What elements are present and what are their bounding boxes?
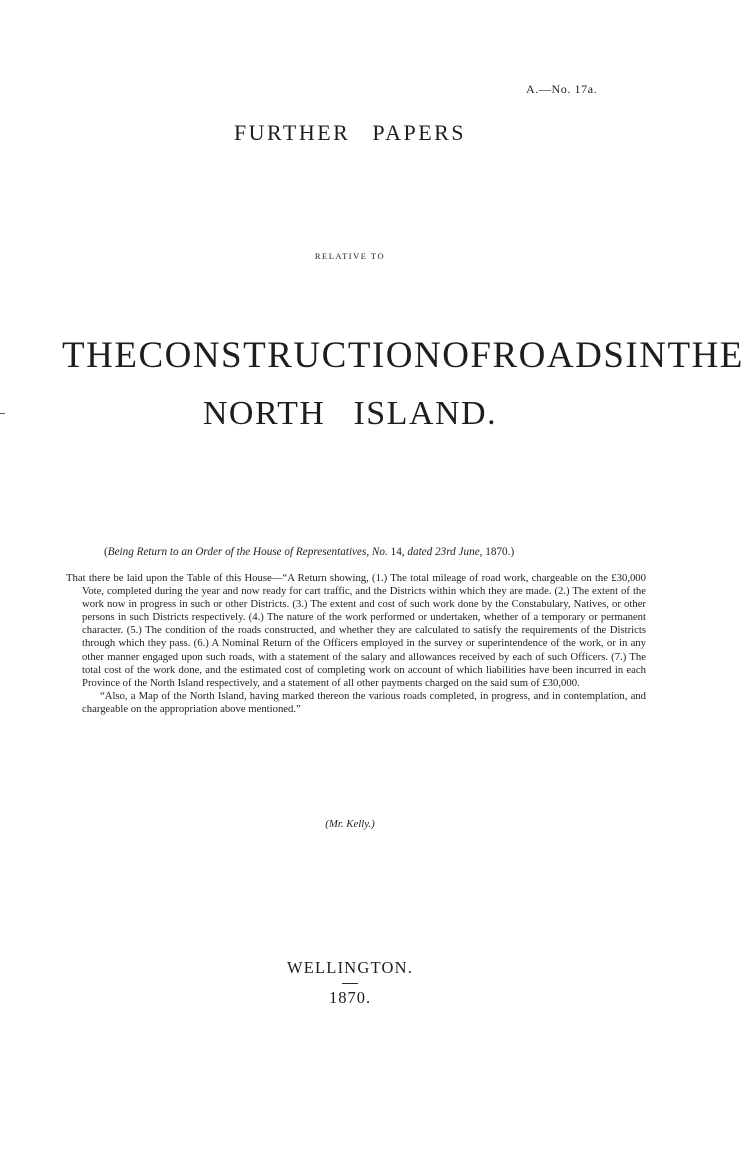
relative-to-caption: RELATIVE TO bbox=[314, 251, 386, 261]
return-date-italic: dated 23rd June, bbox=[407, 546, 483, 558]
motion-text bbox=[66, 572, 646, 716]
motion-paragraph-2: “Also, a Map of the North Island, having marked thereon the various roads completed, in progress, and in contemplation, and chargeable on the appropriation above mentioned.” bbox=[82, 689, 646, 715]
subject-word: THE bbox=[62, 335, 139, 376]
document-title: FURTHER PAPERS bbox=[233, 120, 467, 145]
subject-word: CONSTRUCTION bbox=[138, 335, 443, 376]
subject-line-1 bbox=[62, 335, 744, 376]
motion-paragraph-1: That there be laid upon the Table of this House—“A Return showing, (1.) The total mileage of road work, chargeable on the £30,000 Vote, completed during the year and now ready for cart traffic, and the Districts within which they are made. (2.) The extent of the work now in progress in such or other Districts. (3.) The extent and cost of such work done by the Constabulary, Natives, or other persons in such Districts respectively. (4.) The nature of the work performed or undertaken, whether of a temporary or permanent character. (5.) The condition of the roads constructed, and whether they are calculated to satisfy the requirements of the Districts through which they pass. (6.) A Nominal Return of the Officers employed in the survey or superintendence of the work, or in any other manner engaged upon such roads, with a statement of the salary and allowances received by each of such Officers. (7.) The total cost of the work done, and the estimated cost of completing work on account of which liabilities have been incurred in each Province of the North Island respectively, and a statement of all other payments charged on the said sum of £30,000. bbox=[66, 572, 646, 689]
mover-name: (Mr. Kelly.) bbox=[325, 818, 375, 830]
subject-word: IN bbox=[625, 335, 668, 376]
motion-paragraph-2-wrap bbox=[82, 690, 646, 716]
return-number: 14, bbox=[387, 546, 408, 558]
return-order-italic: Being Return to an Order of the House of Representatives, No. bbox=[107, 546, 388, 558]
imprint-year: 1870. bbox=[328, 988, 372, 1007]
subject-word: THE bbox=[667, 335, 744, 376]
being-return-note bbox=[104, 546, 514, 558]
imprint-rule bbox=[342, 983, 358, 984]
return-year: 1870.) bbox=[482, 546, 515, 558]
imprint-place: WELLINGTON. bbox=[286, 958, 414, 977]
paren-open: ( bbox=[104, 546, 108, 558]
subject-word: ROADS bbox=[492, 335, 626, 376]
margin-mark bbox=[0, 413, 5, 414]
subject-line-2: NORTH ISLAND. bbox=[202, 395, 498, 432]
subject-word: OF bbox=[442, 335, 493, 376]
paper-number: A.—No. 17a. bbox=[526, 82, 598, 96]
